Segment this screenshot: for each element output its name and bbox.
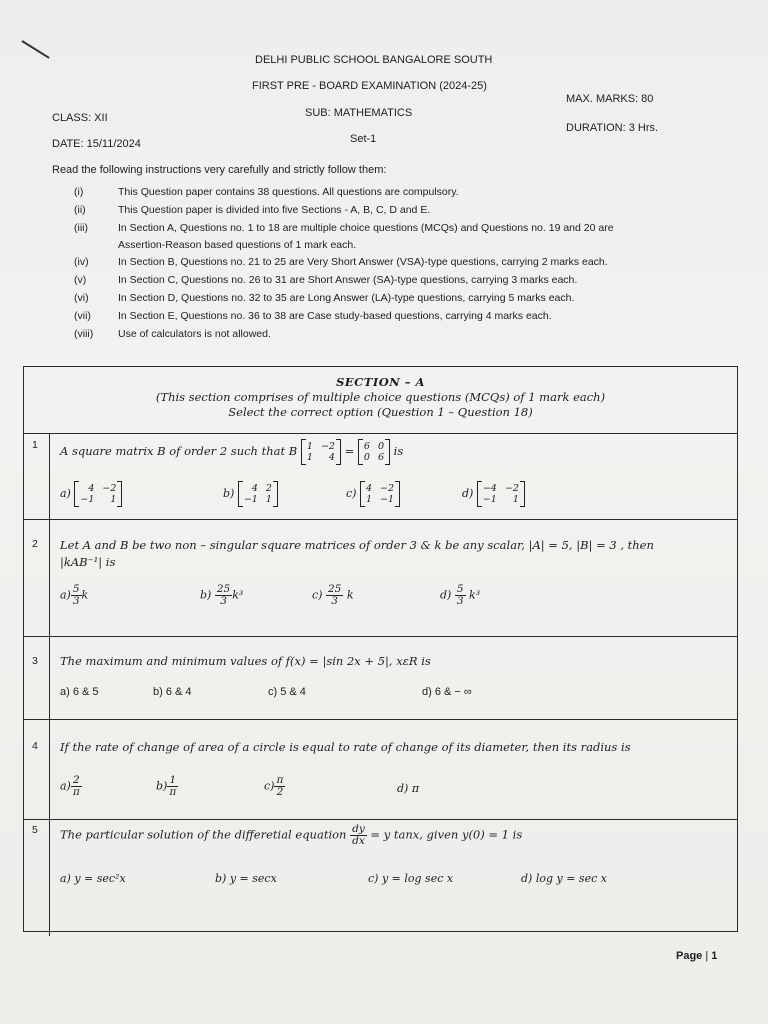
question-text: If the rate of change of area of a circle is equal to rate of change of its diameter, then its radius is	[60, 740, 631, 754]
instruction-item: (ii) This Question paper is divided into five Sections - A, B, C, D and E.	[74, 203, 431, 216]
exam-title: FIRST PRE - BOARD EXAMINATION (2024-25)	[252, 80, 487, 92]
instruction-item: (v) In Section C, Questions no. 26 to 31 are Short Answer (SA)-type questions, carrying 3 marks each.	[74, 274, 578, 287]
question-number: 3	[24, 637, 50, 719]
question-text: Let A and B be two non – singular square matrices of order 3 & k be any scalar, |A| = 5, |B| = 3 , then	[60, 538, 654, 552]
question-text: The maximum and minimum values of f(x) = |sin 2x + 5|, xεR is	[60, 654, 431, 668]
question-text: A square matrix B of order 2 such that B 1 −2 1 4 = 6 0 0 6 is	[60, 441, 404, 463]
question-row	[24, 520, 737, 637]
option-c: c) 5 & 4	[268, 686, 306, 698]
max-marks: MAX. MARKS: 80	[566, 93, 654, 105]
option-d: d) log y = sec x	[521, 872, 607, 885]
option-b: b) 6 & 4	[153, 686, 192, 698]
option-d: d) $\frac{5}{3}$ k³	[440, 583, 481, 607]
pen-mark	[21, 40, 49, 59]
option-c: c) 4 −2 1 −1	[346, 481, 400, 507]
question-body	[50, 820, 737, 936]
question-body	[50, 720, 737, 819]
subject-label: SUB: MATHEMATICS	[305, 107, 413, 119]
question-table	[23, 366, 738, 932]
section-header	[24, 367, 737, 434]
instructions-intro: Read the following instructions very carefully and strictly follow them:	[52, 164, 387, 176]
class-label: CLASS: XII	[52, 112, 108, 124]
instruction-item: (iv) In Section B, Questions no. 21 to 25 are Very Short Answer (VSA)-type questions, carrying 2 marks each.	[74, 256, 608, 269]
matrix: 4 −2 −1 1	[74, 481, 122, 507]
instruction-item: (iii) In Section A, Questions no. 1 to 18 are multiple choice questions (MCQs) and Questions no. 19 and 20 are	[74, 221, 614, 234]
instructions-list	[74, 184, 714, 343]
matrix: 1 −2 1 4	[301, 439, 341, 465]
section-instruction: Select the correct option (Question 1 – Question 18)	[228, 405, 533, 419]
option-d: d) 6 & − ∞	[422, 686, 472, 698]
option-b: b) 4 2 −1 1	[223, 481, 278, 507]
duration: DURATION: 3 Hrs.	[566, 122, 659, 134]
question-row	[24, 720, 737, 820]
matrix: 4 −2 1 −1	[360, 481, 400, 507]
option-a: a) 6 & 5	[60, 686, 99, 698]
question-text-cont: |kAB⁻¹| is	[60, 555, 116, 569]
matrix: 4 2 −1 1	[238, 481, 278, 507]
option-b: b) y = secx	[215, 872, 277, 885]
question-number: 5	[24, 820, 50, 936]
option-a: a) 4 −2 −1 1	[60, 481, 122, 507]
page-label: Page	[676, 950, 703, 962]
instruction-item: (i) This Question paper contains 38 questions. All questions are compulsory.	[74, 186, 459, 198]
option-a: a) $\frac{5}{3}$ k	[60, 583, 89, 607]
question-row	[24, 637, 737, 720]
matrix: 6 0 0 6	[358, 439, 390, 465]
question-row	[24, 434, 737, 520]
school-name: DELHI PUBLIC SCHOOL BANGALORE SOUTH	[255, 54, 493, 66]
question-number: 2	[24, 520, 50, 636]
exam-date: DATE: 15/11/2024	[52, 138, 141, 150]
option-d: d) π	[397, 782, 420, 795]
instruction-continuation: Assertion-Reason based questions of 1 mark each.	[118, 239, 357, 252]
instruction-item: (vii) In Section E, Questions no. 36 to 38 are Case study-based questions, carrying 4 marks each.	[74, 309, 552, 322]
question-number: 4	[24, 720, 50, 819]
section-title: SECTION – A	[336, 375, 425, 389]
set-number: Set-1	[350, 133, 377, 145]
option-c: c) y = log sec x	[368, 872, 454, 885]
page-footer	[676, 950, 717, 962]
question-text: The particular solution of the differetial equation $\frac{dy}{dx}$ = y tanx, given y(0) = 1 is	[60, 823, 523, 847]
page-number: 1	[711, 950, 718, 962]
section-subtitle: (This section comprises of multiple choice questions (MCQs) of 1 mark each)	[155, 390, 606, 404]
option-a: a) $\frac{2}{\pi}$	[60, 774, 80, 798]
option-c: c) $\frac{\pi}{2}$	[264, 774, 284, 798]
option-d: d) −4 −2 −1 1	[462, 481, 525, 507]
question-body	[50, 520, 737, 636]
option-a: a) y = sec²x	[60, 872, 126, 885]
matrix: −4 −2 −1 1	[477, 481, 525, 507]
option-b: b) $\frac{25}{3}$ k³	[200, 583, 244, 607]
question-row	[24, 820, 737, 936]
question-body	[50, 637, 737, 719]
page-separator: |	[705, 950, 709, 962]
option-c: c) $\frac{25}{3}$ k	[312, 583, 354, 607]
instruction-item: (vi) In Section D, Questions no. 32 to 35 are Long Answer (LA)-type questions, carrying 5 marks each.	[74, 291, 575, 304]
instruction-item: (viii) Use of calculators is not allowed.	[74, 327, 271, 340]
question-number: 1	[24, 434, 50, 519]
option-b: b) $\frac{1}{\pi}$	[156, 774, 177, 798]
question-body	[50, 434, 737, 519]
